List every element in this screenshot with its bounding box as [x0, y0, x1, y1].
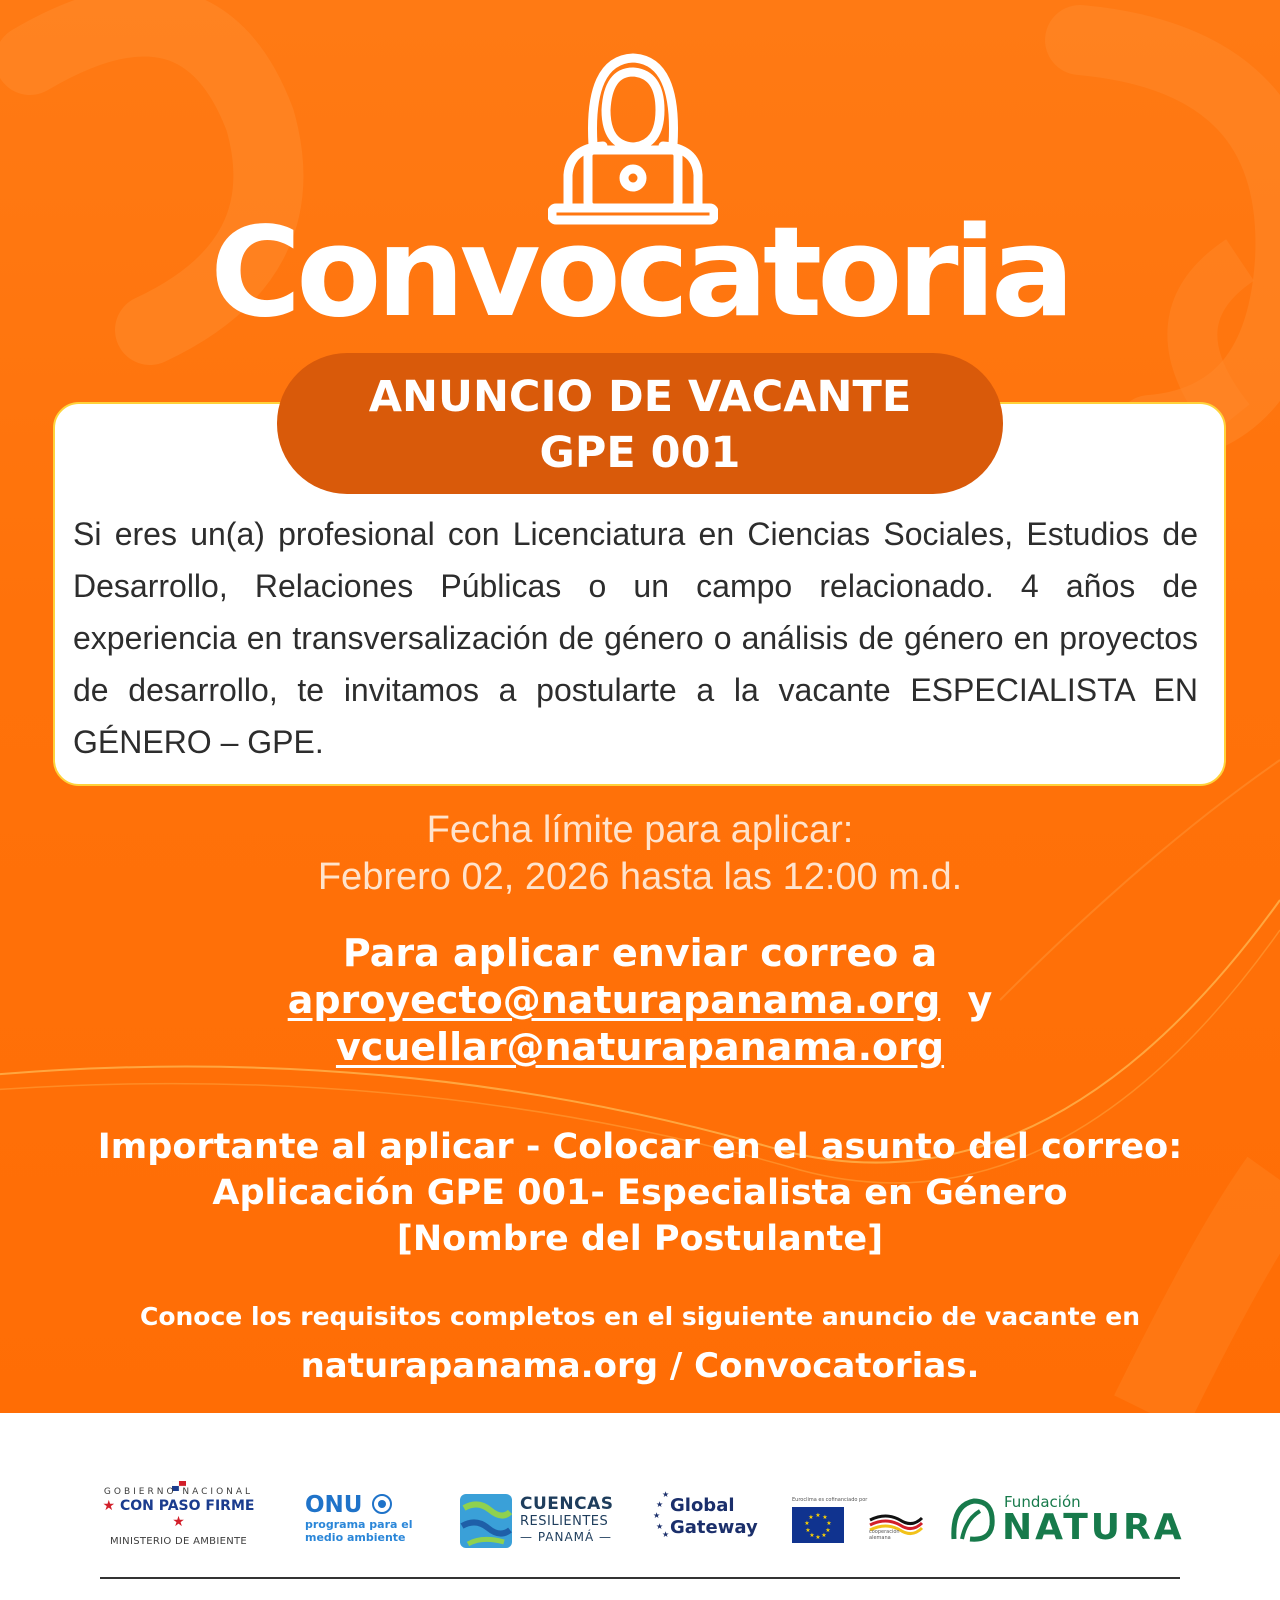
- svg-text:★: ★: [825, 1527, 831, 1534]
- svg-text:★: ★: [826, 1520, 832, 1527]
- cuencas-line-3: — PANAMÁ —: [520, 1530, 613, 1544]
- eu-cofinance-text: Euroclima es cofinanciado por: [792, 1497, 868, 1503]
- german-cooperation-text: cooperación alemana: [869, 1529, 900, 1541]
- banner-line-1: ANUNCIO DE VACANTE: [368, 372, 912, 422]
- svg-text:★: ★: [662, 1530, 670, 1537]
- eu-flag-icon: [792, 1507, 844, 1543]
- watershed-icon: [458, 1492, 514, 1550]
- banner-line-2: GPE 001: [539, 428, 741, 478]
- subject-instructions: [0, 1124, 1280, 1262]
- svg-text:★: ★: [662, 1490, 670, 1499]
- svg-text:★: ★: [821, 1532, 827, 1539]
- email-joiner: y: [967, 978, 993, 1022]
- deadline-value: Febrero 02, 2026 hasta las 12:00 m.d.: [317, 856, 963, 898]
- logo-gobierno-nacional: [96, 1487, 261, 1547]
- svg-text:★: ★: [653, 1511, 661, 1520]
- svg-text:★: ★: [656, 1522, 664, 1531]
- svg-text:★: ★: [815, 1512, 821, 1519]
- gov-sub-text: MINISTERIO DE AMBIENTE: [109, 1536, 248, 1547]
- svg-text:★: ★: [808, 1514, 814, 1521]
- requirements-text: Conoce los requisitos completos en el siguiente anuncio de vacante en: [139, 1302, 1141, 1331]
- deadline-block: [0, 807, 1280, 901]
- onu-sub-1: programa para el: [305, 1518, 413, 1531]
- vacancy-banner: [277, 353, 1003, 494]
- svg-text:★: ★: [805, 1527, 811, 1534]
- svg-text:★: ★: [809, 1532, 815, 1539]
- deadline-label: Fecha límite para aplicar:: [426, 809, 854, 851]
- gg-line-1: Global: [670, 1495, 735, 1516]
- gov-main-text: ★ CON PASO FIRME ★: [102, 1498, 255, 1530]
- eu-stars-arc-icon: [652, 1489, 672, 1537]
- important-line-1: Importante al aplicar - Colocar en el asunto del correo:: [97, 1127, 1183, 1167]
- email-link-vcuellar[interactable]: vcuellar@naturapanama.org: [335, 1025, 945, 1069]
- apply-block: [0, 930, 1280, 1071]
- footer-divider: [100, 1577, 1180, 1579]
- svg-text:★: ★: [804, 1520, 810, 1527]
- cuencas-line-2: RESILIENTES: [520, 1514, 609, 1529]
- apply-intro: Para aplicar enviar correo a: [342, 931, 938, 975]
- cuencas-line-1: CUENCAS: [520, 1494, 614, 1514]
- vacancy-description: Si eres un(a) profesional con Licenciatura en Ciencias Sociales, Estudios de Desarrollo, Relaciones Públicas o un campo relacionado. 4 años de experiencia en transversalización de género o análisis de género en proyectos de desarrollo, te invitamos a postularte a la vacante ESPECIALISTA EN GÉNERO – GPE.: [73, 516, 1198, 760]
- svg-text:★: ★: [822, 1514, 828, 1521]
- onu-sub-2: medio ambiente: [305, 1531, 406, 1544]
- un-emblem-icon: [371, 1493, 393, 1515]
- onu-main-text: ONU: [305, 1492, 363, 1518]
- logo-global-gateway: [653, 1490, 758, 1539]
- natura-small-text: Fundación: [1004, 1493, 1081, 1511]
- natura-big-text: NATURA: [1002, 1507, 1185, 1548]
- gov-top-text: GOBIERNO NACIONAL: [103, 1487, 254, 1497]
- svg-text:★: ★: [656, 1500, 664, 1509]
- natura-leaf-icon: [948, 1495, 998, 1545]
- page-title: Convocatoria: [210, 201, 1070, 345]
- website-link[interactable]: naturapanama.org / Convocatorias.: [300, 1346, 980, 1386]
- email-link-aproyecto[interactable]: aproyecto@naturapanama.org: [287, 978, 941, 1022]
- important-line-3: [Nombre del Postulante]: [396, 1219, 884, 1259]
- svg-text:★: ★: [815, 1534, 821, 1541]
- important-line-2: Aplicación GPE 001- Especialista en Género: [212, 1173, 1068, 1213]
- logo-onu-medio-ambiente: [305, 1492, 413, 1544]
- gg-line-2: Gateway: [670, 1517, 758, 1538]
